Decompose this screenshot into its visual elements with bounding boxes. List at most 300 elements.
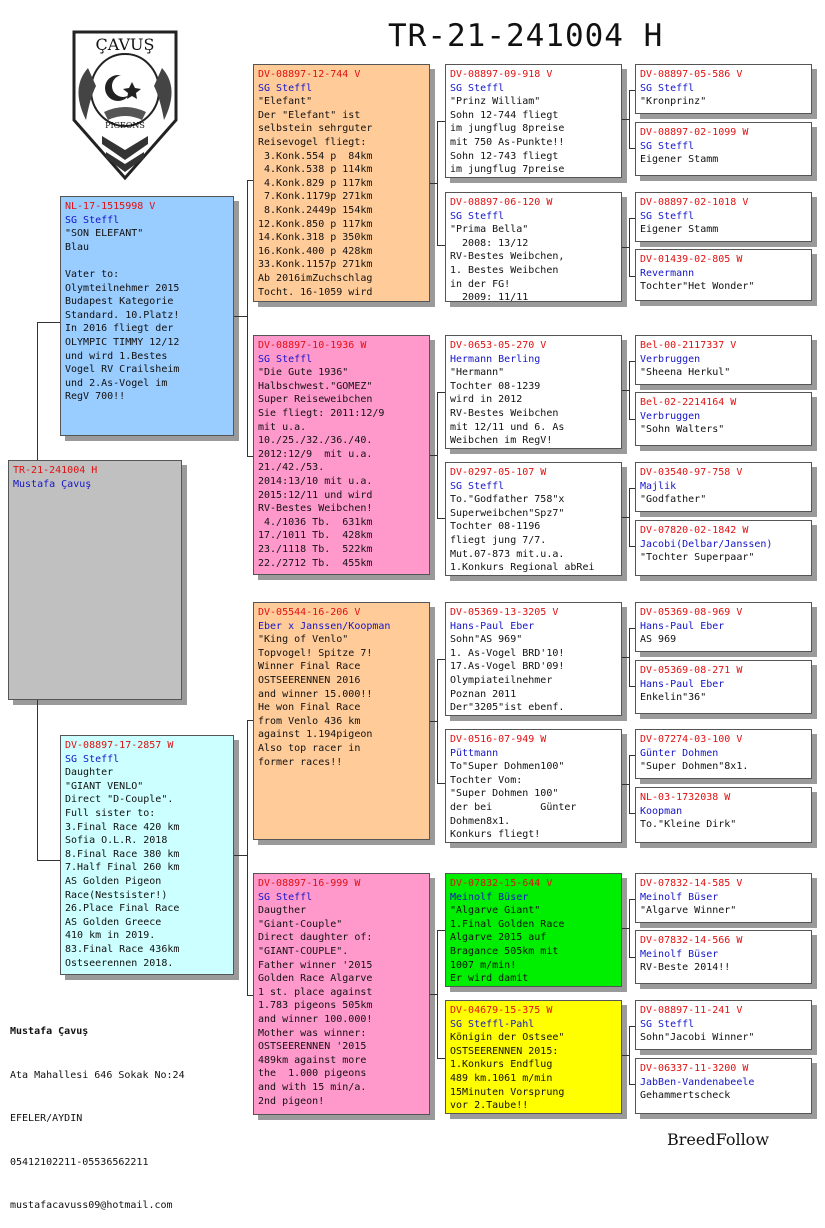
pedigree-note-line: mit 750 As-Punkte!! bbox=[450, 136, 565, 148]
pedigree-note-line: 1.Final Golden Race bbox=[450, 918, 565, 930]
ring-number: DV-06337-11-3200 W bbox=[640, 1063, 749, 1074]
pedigree-note-line: "Kronprinz" bbox=[640, 96, 707, 108]
connector-line bbox=[437, 121, 445, 122]
connector-line bbox=[629, 686, 635, 687]
connector-line bbox=[629, 899, 630, 957]
connector-line bbox=[629, 1026, 630, 1084]
pedigree-note-line: Eigener Stamm bbox=[640, 224, 719, 236]
pedigree-card-gen3-7[interactable] bbox=[445, 1000, 622, 1114]
pedigree-note-line: 2015:12/11 und wird bbox=[258, 489, 373, 501]
connector-line bbox=[234, 316, 248, 317]
pedigree-note-line: 1.783 pigeons 505km bbox=[258, 1000, 373, 1012]
pedigree-note-line: Dohmen8x1. bbox=[450, 815, 511, 827]
connector-line bbox=[247, 180, 248, 316]
pedigree-note-line: Daughter bbox=[65, 767, 114, 779]
pedigree-note-line: He won Final Race bbox=[258, 702, 361, 714]
pedigree-note-line: Blau bbox=[65, 241, 90, 253]
pedigree-note-line: RV-Bestes Weibchen, bbox=[450, 251, 565, 263]
pedigree-card-gen4-12[interactable] bbox=[635, 873, 812, 923]
pedigree-note-line: 83.Final Race 436km bbox=[65, 943, 180, 955]
pedigree-note-line: Standard. 10.Platz! bbox=[65, 309, 180, 321]
pedigree-note-line: Tochter 08-1196 bbox=[450, 521, 541, 533]
pedigree-note-line: former races!! bbox=[258, 756, 343, 768]
pedigree-note-line: vor 2.Taube!! bbox=[450, 1100, 529, 1112]
pedigree-note-line: in der FG! bbox=[450, 278, 511, 290]
pedigree-note-line: "Godfather" bbox=[640, 494, 707, 506]
pedigree-note-line: "Super Dohmen 100" bbox=[450, 788, 559, 800]
pedigree-note-line: 1.Konkurs Endflug bbox=[450, 1059, 553, 1071]
owner-city: EFELER/AYDIN bbox=[10, 1113, 83, 1124]
pedigree-note-line: 12.Konk.850 p 117km bbox=[258, 218, 373, 230]
connector-line bbox=[629, 1084, 635, 1085]
connector-line bbox=[247, 720, 248, 855]
pedigree-note-line: OSTSEERENNEN 2016 bbox=[258, 674, 361, 686]
breeder-name: SG Steffl bbox=[450, 82, 505, 94]
pedigree-note-line: 8.Konk.2449p 154km bbox=[258, 204, 373, 216]
connector-line bbox=[437, 392, 445, 393]
owner-email[interactable]: mustafacavuss09@hotmail.com bbox=[10, 1200, 173, 1211]
breeder-name: Verbruggen bbox=[640, 353, 701, 365]
connector-line bbox=[629, 488, 630, 546]
connector-line bbox=[629, 546, 635, 547]
owner-address: Ata Mahallesi 646 Sokak No:24 bbox=[10, 1069, 185, 1081]
connector-line bbox=[629, 90, 635, 91]
pedigree-note-line: Ostseerennen 2018. bbox=[65, 957, 174, 969]
pedigree-card-gen4-3[interactable] bbox=[635, 249, 812, 301]
connector-line bbox=[629, 813, 635, 814]
pedigree-card-gen4-1[interactable] bbox=[635, 122, 812, 176]
pedigree-note-line: 16.Konk.400 p 428km bbox=[258, 245, 373, 257]
ring-number: DV-05369-08-271 W bbox=[640, 665, 743, 676]
ring-number: DV-08897-16-999 W bbox=[258, 878, 361, 889]
pedigree-note-line: Vater to: bbox=[65, 268, 120, 280]
breeder-name: SG Steffl bbox=[640, 1018, 695, 1030]
pedigree-note-line: 489 km.1061 m/min bbox=[450, 1072, 553, 1084]
breeder-name: SG Steffl bbox=[450, 480, 505, 492]
pedigree-note-line: 33.Konk.1157p 271km bbox=[258, 259, 373, 271]
pedigree-note-line: im jungflug 8preise bbox=[450, 123, 565, 135]
ring-number: DV-01439-02-805 W bbox=[640, 254, 743, 265]
pedigree-note-line: "Sheena Herkul" bbox=[640, 367, 731, 379]
ring-number: NL-17-1515998 V bbox=[65, 201, 156, 212]
pedigree-title: TR-21-241004 H bbox=[388, 18, 664, 54]
connector-line bbox=[629, 361, 635, 362]
breedfollow-brand: BreedFollow bbox=[667, 1130, 770, 1149]
pedigree-note-line: 14.Konk.318 p 350km bbox=[258, 232, 373, 244]
ring-number: Bel-00-2117337 V bbox=[640, 340, 737, 351]
breeder-name: Jacobi(Delbar/Janssen) bbox=[640, 538, 773, 550]
pedigree-note-line: im jungflug 7preise bbox=[450, 164, 565, 176]
pedigree-note-line: wird in 2012 bbox=[450, 394, 523, 406]
breeder-name: Meinolf Büser bbox=[640, 948, 719, 960]
pedigree-note-line: Tochter"Het Wonder" bbox=[640, 281, 755, 293]
pedigree-note-line: Sohn"AS 969" bbox=[450, 634, 523, 646]
pedigree-note-line: Enkelin"36" bbox=[640, 692, 707, 704]
pedigree-note-line: Race(Nestsister!) bbox=[65, 889, 168, 901]
pedigree-note-line: "Prinz William" bbox=[450, 96, 541, 108]
breeder-name: SG Steffl bbox=[65, 753, 120, 765]
pedigree-note-line: Father winner '2015 bbox=[258, 959, 373, 971]
pedigree-card-gen4-6[interactable] bbox=[635, 462, 812, 512]
pedigree-note-line: from Venlo 436 km bbox=[258, 715, 361, 727]
ring-number: DV-07832-14-566 W bbox=[640, 935, 743, 946]
breeder-name: Hans-Paul Eber bbox=[450, 620, 535, 632]
pedigree-note-line: and with 15 min/a. bbox=[258, 1081, 367, 1093]
pedigree-note-line: 1.Konkurs Regional abRei bbox=[450, 562, 595, 574]
pedigree-card-gen3-2[interactable] bbox=[445, 335, 622, 449]
ring-number: NL-03-1732038 W bbox=[640, 792, 731, 803]
owner-phone: 05412102211-05536562211 bbox=[10, 1156, 149, 1168]
pedigree-note-line: "Algarve Giant" bbox=[450, 905, 541, 917]
connector-line bbox=[437, 659, 445, 660]
breeder-name: Revermann bbox=[640, 267, 695, 279]
pedigree-card-gen4-5[interactable] bbox=[635, 392, 812, 446]
pedigree-note-line: "GIANT-COUPLE". bbox=[258, 945, 349, 957]
pedigree-note-line: 26.Place Final Race bbox=[65, 903, 180, 915]
pedigree-note-line: Mut.07-873 mit.u.a. bbox=[450, 548, 565, 560]
pedigree-note-line: "GIANT VENLO" bbox=[65, 780, 144, 792]
breeder-name: SG Steffl bbox=[640, 210, 695, 222]
pedigree-note-line: 17./1011 Tb. 428km bbox=[258, 530, 373, 542]
pedigree-note-line: Konkurs fliegt! bbox=[450, 829, 541, 841]
ring-number: DV-0516-07-949 W bbox=[450, 734, 547, 745]
pedigree-note-line: RV-Bestes Weibchen! bbox=[258, 503, 373, 515]
pedigree-note-line: and winner 100.000! bbox=[258, 1013, 373, 1025]
pedigree-note-line: RV-Beste 2014!! bbox=[640, 962, 731, 974]
connector-line bbox=[437, 518, 445, 519]
breeder-name: Meinolf Büser bbox=[450, 891, 529, 903]
pedigree-card-gen4-9[interactable] bbox=[635, 660, 812, 714]
ring-number: DV-0653-05-270 V bbox=[450, 340, 547, 351]
breeder-name: Püttmann bbox=[450, 747, 499, 759]
pedigree-card-gen4-10[interactable] bbox=[635, 729, 812, 779]
pedigree-note-line: Budapest Kategorie bbox=[65, 296, 174, 308]
pedigree-note-line: Full sister to: bbox=[65, 807, 156, 819]
pedigree-card-gen3-3[interactable] bbox=[445, 462, 622, 576]
pedigree-card-gen3-1[interactable] bbox=[445, 192, 622, 302]
connector-line bbox=[247, 855, 248, 995]
pedigree-note-line: 1007 m/min! bbox=[450, 959, 517, 971]
pedigree-card-gen2-3[interactable] bbox=[253, 873, 430, 1115]
connector-line bbox=[437, 783, 445, 784]
connector-line bbox=[629, 1026, 635, 1027]
pedigree-note-line: Super Reiseweibchen bbox=[258, 394, 373, 406]
pedigree-note-line: 22./2712 Tb. 455km bbox=[258, 557, 373, 569]
pedigree-note-line: 7.Konk.1179p 271km bbox=[258, 191, 373, 203]
pedigree-note-line: "SON ELEFANT" bbox=[65, 228, 144, 240]
connector-line bbox=[437, 930, 438, 1058]
pedigree-note-line: Der"3205"ist ebenf. bbox=[450, 702, 565, 714]
pedigree-note-line: Sohn"Jacobi Winner" bbox=[640, 1032, 755, 1044]
pedigree-note-line: Reisevogel fliegt: bbox=[258, 136, 367, 148]
pedigree-note-line: mit u.a. bbox=[258, 421, 307, 433]
pedigree-note-line: Superweibchen"Spz7" bbox=[450, 507, 565, 519]
ring-number: DV-08897-05-586 V bbox=[640, 69, 743, 80]
pedigree-card-gen2-1[interactable] bbox=[253, 335, 430, 575]
pedigree-note-line: "Algarve Winner" bbox=[640, 905, 737, 917]
pedigree-note-line: Vogel RV Crailsheim bbox=[65, 364, 180, 376]
breeder-name: SG Steffl bbox=[258, 353, 313, 365]
pedigree-note-line: Poznan 2011 bbox=[450, 688, 517, 700]
pedigree-card-gen4-2[interactable] bbox=[635, 192, 812, 242]
pedigree-card-gen4-13[interactable] bbox=[635, 930, 812, 984]
pedigree-note-line: To."Godfather 758"x bbox=[450, 494, 565, 506]
ring-number: Bel-02-2214164 W bbox=[640, 397, 737, 408]
ring-number: DV-08897-02-1018 V bbox=[640, 197, 749, 208]
pedigree-note-line: 4./1036 Tb. 631km bbox=[258, 516, 373, 528]
connector-line bbox=[437, 930, 445, 931]
pedigree-note-line: Sohn 12-743 fliegt bbox=[450, 150, 559, 162]
svg-text:ÇAVUŞ: ÇAVUŞ bbox=[95, 35, 155, 54]
pedigree-note-line: Direct daughter of: bbox=[258, 932, 373, 944]
pedigree-note-line: Weibchen im RegV! bbox=[450, 435, 553, 447]
pedigree-note-line: Sofia O.L.R. 2018 bbox=[65, 835, 168, 847]
pedigree-note-line: OSTSEERENNEN '2015 bbox=[258, 1041, 367, 1053]
connector-line bbox=[37, 700, 38, 860]
pedigree-note-line: Tocht. 16-1059 wird bbox=[258, 286, 373, 298]
pedigree-note-line: Tochter Vom: bbox=[450, 774, 523, 786]
pedigree-note-line: and winner 15.000!! bbox=[258, 688, 373, 700]
pedigree-note-line: 21./42./53. bbox=[258, 462, 325, 474]
pedigree-note-line: 3.Konk.554 p 84km bbox=[258, 150, 373, 162]
pedigree-note-line: selbstein sehrguter bbox=[258, 123, 373, 135]
ring-number: DV-0297-05-107 W bbox=[450, 467, 547, 478]
breeder-name: SG Steffl bbox=[258, 82, 313, 94]
connector-line bbox=[629, 361, 630, 419]
pedigree-note-line: "Die Gute 1936" bbox=[258, 367, 349, 379]
pedigree-note-line: Topvogel! Spitze 7! bbox=[258, 647, 373, 659]
pedigree-note-line: AS 969 bbox=[640, 634, 677, 646]
pedigree-note-line: 10./25./32./36./40. bbox=[258, 435, 373, 447]
connector-line bbox=[629, 276, 635, 277]
pedigree-note-line: the 1.000 pigeons bbox=[258, 1068, 367, 1080]
ring-number: TR-21-241004 H bbox=[13, 465, 98, 476]
pedigree-note-line: "Super Dohmen"8x1. bbox=[640, 761, 749, 773]
pedigree-note-line: To."Kleine Dirk" bbox=[640, 819, 737, 831]
ring-number: DV-08897-17-2857 W bbox=[65, 740, 174, 751]
connector-line bbox=[629, 628, 630, 686]
pedigree-note-line: Halbschwest."GOMEZ" bbox=[258, 380, 373, 392]
connector-line bbox=[629, 755, 635, 756]
connector-line bbox=[629, 899, 635, 900]
breeder-name: SG Steffl-Pahl bbox=[450, 1018, 535, 1030]
pedigree-note-line: Daugther bbox=[258, 905, 307, 917]
pedigree-note-line: OLYMPIC TIMMY 12/12 bbox=[65, 336, 180, 348]
pedigree-note-line: 2009: 11/11 bbox=[450, 292, 529, 302]
pedigree-note-line: RV-Bestes Weibchen bbox=[450, 407, 559, 419]
pedigree-card-gen2-2[interactable] bbox=[253, 602, 430, 840]
owner-contact bbox=[10, 996, 185, 1228]
pedigree-card-gen4-8[interactable] bbox=[635, 602, 812, 652]
breeder-name: SG Steffl bbox=[640, 82, 695, 94]
pedigree-note-line: 7.Half Final 260 km bbox=[65, 862, 180, 874]
breeder-name: Eber x Janssen/Koopman bbox=[258, 620, 391, 632]
pedigree-note-line: 2nd pigeon! bbox=[258, 1095, 325, 1107]
pedigree-note-line: "Hermann" bbox=[450, 367, 505, 379]
pedigree-note-line: Eigener Stamm bbox=[640, 154, 719, 166]
ring-number: DV-08897-12-744 V bbox=[258, 69, 361, 80]
ring-number: DV-08897-11-241 V bbox=[640, 1005, 743, 1016]
pedigree-note-line: "Tochter Superpaar" bbox=[640, 552, 755, 564]
pedigree-note-line: 489km against more bbox=[258, 1054, 367, 1066]
breeder-name: SG Steffl bbox=[640, 140, 695, 152]
breeder-name: JabBen-Vandenabeele bbox=[640, 1076, 755, 1088]
pedigree-note-line: und wird 1.Bestes bbox=[65, 350, 168, 362]
pedigree-note-line: Olymteilnehmer 2015 bbox=[65, 282, 180, 294]
breeder-name: Majlik bbox=[640, 480, 677, 492]
breeder-name: SG Steffl bbox=[450, 210, 505, 222]
connector-line bbox=[437, 245, 445, 246]
pedigree-note-line: Also top racer in bbox=[258, 742, 361, 754]
pedigree-note-line: der bei Günter bbox=[450, 801, 577, 813]
pedigree-note-line: 1. Bestes Weibchen bbox=[450, 264, 559, 276]
connector-line bbox=[629, 90, 630, 148]
connector-line bbox=[629, 957, 635, 958]
ring-number: DV-04679-15-375 W bbox=[450, 1005, 553, 1016]
connector-line bbox=[437, 1058, 445, 1059]
connector-line bbox=[437, 659, 438, 783]
pedigree-note-line: Olympiateilnehmer bbox=[450, 674, 553, 686]
pedigree-note-line: fliegt jung 7/7. bbox=[450, 534, 547, 546]
pedigree-note-line: RegV 700!! bbox=[65, 391, 126, 403]
connector-line bbox=[247, 180, 253, 181]
pedigree-card-gen3-4[interactable] bbox=[445, 602, 622, 716]
connector-line bbox=[37, 322, 38, 460]
pedigree-card-gen4-14[interactable] bbox=[635, 1000, 812, 1050]
pedigree-note-line: 410 km in 2019. bbox=[65, 930, 156, 942]
cavus-pigeons-logo bbox=[66, 28, 184, 180]
breeder-name: Meinolf Büser bbox=[640, 891, 719, 903]
pedigree-note-line: Tochter 08-1239 bbox=[450, 380, 541, 392]
connector-line bbox=[629, 488, 635, 489]
pedigree-card-gen2-0[interactable] bbox=[253, 64, 430, 302]
pedigree-note-line: 1. As-Vogel BRD'10! bbox=[450, 647, 565, 659]
ring-number: DV-03540-97-758 V bbox=[640, 467, 743, 478]
pedigree-note-line: "King of Venlo" bbox=[258, 634, 349, 646]
pedigree-note-line: AS Golden Greece bbox=[65, 916, 162, 928]
pedigree-card-subject[interactable] bbox=[8, 460, 182, 700]
pedigree-note-line: AS Golden Pigeon bbox=[65, 875, 162, 887]
breeder-name: Hans-Paul Eber bbox=[640, 620, 725, 632]
pedigree-note-line: Bragance 505km mit bbox=[450, 945, 559, 957]
connector-line bbox=[629, 755, 630, 813]
breeder-name: SG Steffl bbox=[258, 891, 313, 903]
pedigree-note-line: Königin der Ostsee" bbox=[450, 1032, 565, 1044]
connector-line bbox=[437, 121, 438, 245]
ring-number: DV-05369-08-969 V bbox=[640, 607, 743, 618]
ring-number: DV-08897-02-1099 W bbox=[640, 127, 749, 138]
svg-text:PIGEONS: PIGEONS bbox=[105, 121, 145, 130]
pedigree-note-line: 3.Final Race 420 km bbox=[65, 821, 180, 833]
breeder-name: SG Steffl bbox=[65, 214, 120, 226]
pedigree-note-line: Algarve 2015 auf bbox=[450, 932, 547, 944]
pedigree-card-gen3-0[interactable] bbox=[445, 64, 622, 178]
pedigree-note-line: 23./1118 Tb. 522km bbox=[258, 543, 373, 555]
connector-line bbox=[437, 392, 438, 518]
pedigree-note-line: "Sohn Walters" bbox=[640, 424, 725, 436]
pedigree-note-line: 1 st. place against bbox=[258, 986, 373, 998]
pedigree-note-line: "Prima Bella" bbox=[450, 224, 529, 236]
pedigree-note-line: Winner Final Race bbox=[258, 661, 361, 673]
pedigree-card-gen4-7[interactable] bbox=[635, 520, 812, 576]
breeder-name: Koopman bbox=[640, 805, 683, 817]
connector-line bbox=[629, 218, 635, 219]
connector-line bbox=[247, 456, 253, 457]
pedigree-note-line: mit 12/11 und 6. As bbox=[450, 421, 565, 433]
connector-line bbox=[247, 316, 248, 456]
pedigree-note-line: Direct "D-Couple". bbox=[65, 794, 174, 806]
breeder-name: Hans-Paul Eber bbox=[640, 678, 725, 690]
pedigree-note-line: Gehammertscheck bbox=[640, 1090, 731, 1102]
pedigree-note-line: 2012:12/9 mit u.a. bbox=[258, 448, 373, 460]
connector-line bbox=[247, 720, 253, 721]
pedigree-note-line: Sie fliegt: 2011:12/9 bbox=[258, 407, 385, 419]
connector-line bbox=[629, 148, 635, 149]
pedigree-note-line: Mother was winner: bbox=[258, 1027, 367, 1039]
connector-line bbox=[234, 855, 248, 856]
breeder-name: Mustafa Çavuş bbox=[13, 478, 92, 490]
pedigree-note-line: 15Minuten Vorsprung bbox=[450, 1086, 565, 1098]
connector-line bbox=[629, 419, 635, 420]
pedigree-note-line: Ab 2016imZuchschlag bbox=[258, 272, 373, 284]
ring-number: DV-08897-09-918 V bbox=[450, 69, 553, 80]
pedigree-note-line: Golden Race Algarve bbox=[258, 973, 373, 985]
pedigree-note-line: 4.Konk.538 p 114km bbox=[258, 164, 373, 176]
ring-number: DV-05369-13-3205 V bbox=[450, 607, 559, 618]
pedigree-card-gen3-6[interactable] bbox=[445, 873, 622, 987]
pedigree-note-line: "Elefant" bbox=[258, 96, 313, 108]
pedigree-card-gen3-5[interactable] bbox=[445, 729, 622, 843]
pedigree-note-line: 2014:13/10 mit u.a. bbox=[258, 475, 373, 487]
pedigree-note-line: 8.Final Race 380 km bbox=[65, 848, 180, 860]
owner-name: Mustafa Çavuş bbox=[10, 1026, 89, 1037]
ring-number: DV-07274-03-100 V bbox=[640, 734, 743, 745]
pedigree-note-line: To"Super Dohmen100" bbox=[450, 761, 565, 773]
ring-number: DV-07820-02-1842 W bbox=[640, 525, 749, 536]
breeder-name: Günter Dohmen bbox=[640, 747, 719, 759]
ring-number: DV-08897-10-1936 W bbox=[258, 340, 367, 351]
breeder-name: Hermann Berling bbox=[450, 353, 541, 365]
connector-line bbox=[37, 860, 60, 861]
pedigree-note-line: OSTSEERENNEN 2015: bbox=[450, 1045, 559, 1057]
breeder-name: Verbruggen bbox=[640, 410, 701, 422]
pedigree-note-line: 2008: 13/12 bbox=[450, 237, 529, 249]
pedigree-note-line: Sohn 12-744 fliegt bbox=[450, 109, 559, 121]
ring-number: DV-07832-15-644 V bbox=[450, 878, 553, 889]
ring-number: DV-07832-14-585 V bbox=[640, 878, 743, 889]
pedigree-card-sire[interactable] bbox=[60, 196, 234, 436]
connector-line bbox=[247, 995, 253, 996]
pedigree-card-gen4-15[interactable] bbox=[635, 1058, 812, 1114]
pedigree-card-dam[interactable] bbox=[60, 735, 234, 975]
pedigree-card-gen4-0[interactable] bbox=[635, 64, 812, 114]
pedigree-note-line: Der "Elefant" ist bbox=[258, 109, 361, 121]
ring-number: DV-08897-06-120 W bbox=[450, 197, 553, 208]
connector-line bbox=[37, 322, 60, 323]
ring-number: DV-05544-16-206 V bbox=[258, 607, 361, 618]
pedigree-card-gen4-11[interactable] bbox=[635, 787, 812, 843]
pedigree-note-line: against 1.194pigeon bbox=[258, 729, 373, 741]
pedigree-note-line: "Giant-Couple" bbox=[258, 918, 343, 930]
pedigree-note-line bbox=[65, 254, 229, 268]
pedigree-note-line: In 2016 fliegt der bbox=[65, 323, 174, 335]
connector-line bbox=[629, 628, 635, 629]
pedigree-note-line: und 2.As-Vogel im bbox=[65, 377, 168, 389]
pedigree-card-gen4-4[interactable] bbox=[635, 335, 812, 385]
pedigree-note-line: Er wird damit bbox=[450, 973, 529, 985]
pedigree-note-line: 17.As-Vogel BRD'09! bbox=[450, 661, 565, 673]
pedigree-note-line: 4.Konk.829 p 117km bbox=[258, 177, 373, 189]
